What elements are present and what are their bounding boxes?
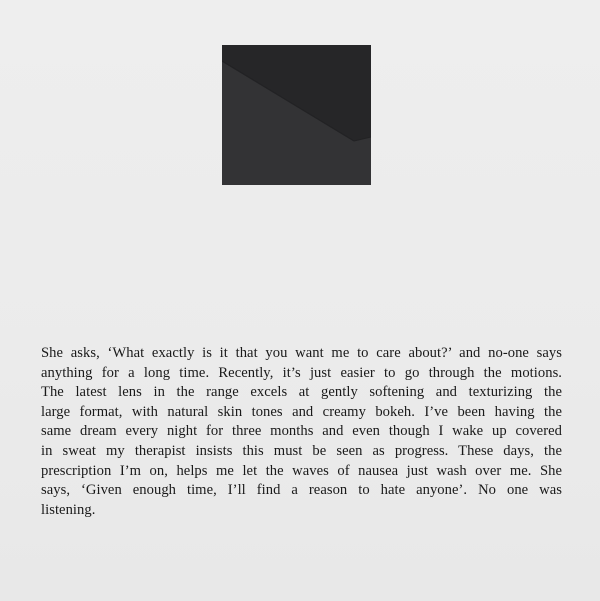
paragraph-line-4: large format, with natural skin tones and creamy bokeh. I’ve been having the xyxy=(41,403,562,420)
paragraph-line-1: She asks, ‘What exactly is it that you want me to care about?’ and no-one says xyxy=(41,345,562,361)
body-paragraph xyxy=(41,344,562,520)
paragraph-line-6: in sweat my therapist insists this must be seen as progress. These days, the xyxy=(41,442,562,459)
dark-square-photograph xyxy=(222,45,371,185)
paragraph-line-9: listening. xyxy=(41,501,96,518)
paragraph-line-2: anything for a long time. Recently, it’s just easier to go through the motions. xyxy=(41,364,562,381)
paragraph-line-7: prescription I’m on, helps me let the waves of nausea just wash over me. She xyxy=(41,462,562,479)
paragraph-line-8: says, ‘Given enough time, I’ll find a reason to hate anyone’. No one was xyxy=(41,482,562,499)
paragraph-line-3: The latest lens in the range excels at gently softening and texturizing the xyxy=(41,384,562,401)
paragraph-line-5: same dream every night for three months and even though I wake up covered xyxy=(41,423,562,440)
abstract-fold-image xyxy=(222,45,371,185)
